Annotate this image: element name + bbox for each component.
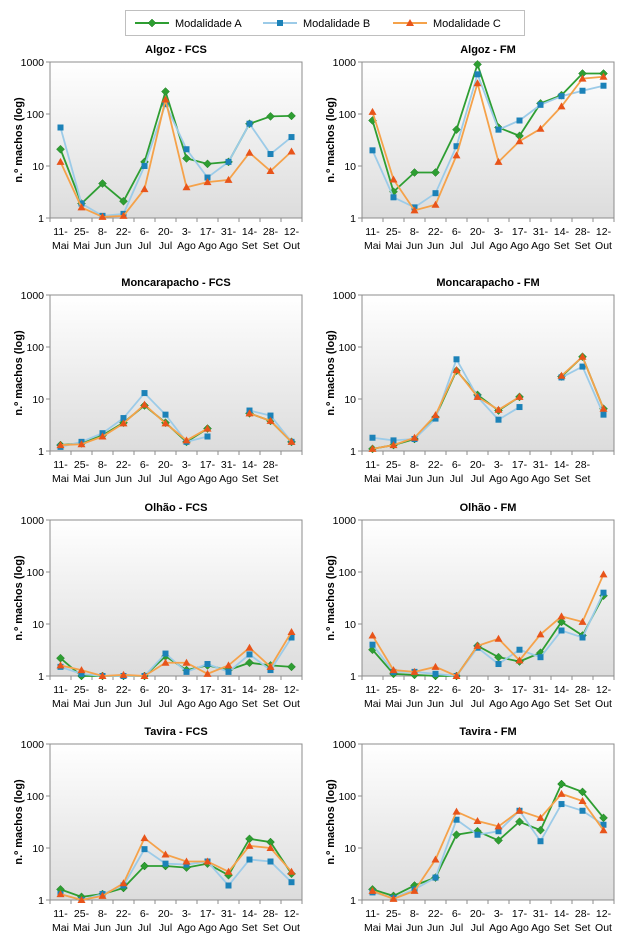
data-point: [559, 627, 565, 633]
chart-title: Moncarapacho - FM: [436, 277, 540, 289]
x-tick-label: 31-Ago: [219, 459, 238, 485]
chart-algoz-fm: [312, 40, 624, 255]
plot-area: [362, 62, 614, 218]
chart-title: Olhão - FM: [459, 502, 517, 514]
x-tick-label: 22-Jun: [115, 908, 132, 934]
chart-title: Olhão - FCS: [144, 502, 208, 514]
data-point: [391, 194, 397, 200]
x-tick-label: 17-Ago: [510, 459, 529, 485]
y-tick-label: 1000: [20, 515, 44, 527]
x-tick-label: 11-Mai: [364, 684, 381, 710]
x-tick-label: 6-Jul: [137, 908, 152, 934]
data-point: [370, 435, 376, 441]
x-tick-label: 14-Set: [241, 908, 258, 934]
chart-moncarapacho-fcs: [0, 273, 312, 488]
data-point: [226, 159, 232, 165]
x-tick-label: 3-Ago: [489, 684, 508, 710]
x-tick-label: 14-Set: [241, 684, 258, 710]
x-tick-label: 17-Ago: [198, 226, 217, 252]
x-tick-label: 25-Mai: [385, 908, 402, 934]
x-tick-label: 31-Ago: [531, 459, 550, 485]
x-tick-label: 12-Out: [595, 684, 612, 710]
x-tick-label: 31-Ago: [219, 908, 238, 934]
y-tick-label: 1000: [20, 739, 44, 751]
x-tick-label: 22-Jun: [427, 226, 444, 252]
x-tick-label: 25-Mai: [385, 684, 402, 710]
x-tick-label: 8-Jun: [406, 908, 423, 934]
data-point: [142, 846, 148, 852]
data-point: [142, 390, 148, 396]
x-tick-label: 11-Mai: [52, 459, 69, 485]
data-point: [475, 71, 481, 77]
x-tick-label: 28-Set: [262, 226, 279, 252]
x-tick-label: 25-Mai: [73, 684, 90, 710]
legend-label: Modalidade C: [433, 18, 501, 30]
y-axis-label: n.º machos (log): [13, 779, 25, 865]
y-tick-label: 1: [350, 213, 356, 225]
x-tick-label: 20-Jul: [157, 684, 174, 710]
x-tick-label: 14-Set: [553, 459, 570, 485]
x-tick-label: 22-Jun: [115, 684, 132, 710]
data-point: [433, 875, 439, 881]
x-tick-label: 11-Mai: [364, 459, 381, 485]
x-tick-label: 3-Ago: [177, 908, 196, 934]
plot-area: [50, 744, 302, 900]
chart-title: Algoz - FCS: [145, 44, 207, 56]
data-point: [289, 879, 295, 885]
x-tick-label: 22-Jun: [427, 684, 444, 710]
x-tick-label: 28-Set: [574, 684, 591, 710]
y-tick-label: 1000: [20, 290, 44, 302]
data-point: [184, 669, 190, 675]
data-point: [163, 861, 169, 867]
x-tick-label: 31-Ago: [531, 226, 550, 252]
x-tick-label: 17-Ago: [510, 684, 529, 710]
x-tick-label: 17-Ago: [198, 459, 217, 485]
y-tick-label: 1: [38, 446, 44, 458]
x-tick-label: 28-Set: [574, 226, 591, 252]
x-tick-label: 8-Jun: [94, 226, 111, 252]
data-point: [601, 412, 607, 418]
x-tick-label: 12-Out: [595, 908, 612, 934]
y-tick-label: 1: [38, 213, 44, 225]
x-tick-label: 8-Jun: [406, 226, 423, 252]
x-tick-label: 31-Ago: [219, 226, 238, 252]
data-point: [496, 661, 502, 667]
y-tick-label: 1000: [332, 57, 356, 69]
x-tick-label: 12-Out: [283, 908, 300, 934]
x-tick-label: 28-Set: [262, 908, 279, 934]
x-tick-label: 20-Jul: [469, 226, 486, 252]
legend-label: Modalidade A: [175, 18, 242, 30]
data-point: [538, 102, 544, 108]
data-point: [538, 654, 544, 660]
data-point: [580, 808, 586, 814]
data-point: [433, 190, 439, 196]
data-point: [580, 635, 586, 641]
data-point: [247, 651, 253, 657]
y-tick-label: 100: [338, 109, 356, 121]
x-tick-label: 8-Jun: [94, 459, 111, 485]
x-tick-label: 14-Set: [241, 226, 258, 252]
chart-olhao-fm: [312, 498, 624, 713]
chart-title: Algoz - FM: [460, 44, 516, 56]
x-tick-label: 22-Jun: [427, 459, 444, 485]
x-tick-label: 20-Jul: [469, 684, 486, 710]
y-tick-label: 1000: [332, 290, 356, 302]
data-point: [247, 121, 253, 127]
x-tick-label: 3-Ago: [489, 459, 508, 485]
data-point: [184, 146, 190, 152]
x-tick-label: 6-Jul: [449, 684, 464, 710]
y-tick-label: 1: [350, 671, 356, 683]
y-axis-label: n.º machos (log): [13, 97, 25, 183]
x-tick-label: 14-Set: [553, 226, 570, 252]
chart-title: Tavira - FM: [459, 726, 517, 738]
y-tick-label: 100: [26, 791, 44, 803]
data-point: [58, 125, 64, 131]
x-tick-label: 8-Jun: [94, 684, 111, 710]
y-tick-label: 10: [32, 619, 44, 631]
x-tick-label: 11-Mai: [52, 226, 69, 252]
x-tick-label: 17-Ago: [510, 908, 529, 934]
data-point: [475, 832, 481, 838]
chart-title: Moncarapacho - FCS: [121, 277, 231, 289]
x-tick-label: 6-Jul: [137, 459, 152, 485]
y-tick-label: 10: [32, 394, 44, 406]
x-tick-label: 14-Set: [553, 684, 570, 710]
x-tick-label: 14-Set: [553, 908, 570, 934]
x-tick-label: 11-Mai: [52, 684, 69, 710]
x-tick-label: 6-Jul: [449, 459, 464, 485]
x-tick-label: 22-Jun: [427, 908, 444, 934]
x-tick-label: 28-Set: [574, 459, 591, 485]
x-tick-label: 31-Ago: [531, 684, 550, 710]
x-tick-label: 28-Set: [574, 908, 591, 934]
data-point: [370, 147, 376, 153]
x-tick-label: 25-Mai: [73, 908, 90, 934]
data-point: [454, 356, 460, 362]
data-point: [226, 883, 232, 889]
y-tick-label: 10: [344, 619, 356, 631]
x-tick-label: 6-Jul: [137, 226, 152, 252]
legend-marker: [277, 20, 283, 26]
data-point: [205, 661, 211, 667]
x-tick-label: 25-Mai: [73, 459, 90, 485]
y-tick-label: 1: [38, 671, 44, 683]
data-point: [517, 647, 523, 653]
y-tick-label: 100: [26, 342, 44, 354]
data-point: [601, 590, 607, 596]
data-point: [580, 364, 586, 370]
y-tick-label: 10: [344, 394, 356, 406]
data-point: [142, 163, 148, 169]
data-point: [559, 93, 565, 99]
chart-algoz-fcs: [0, 40, 312, 255]
y-tick-label: 100: [338, 567, 356, 579]
y-tick-label: 1: [350, 895, 356, 907]
legend-label: Modalidade B: [303, 18, 371, 30]
x-tick-label: 31-Ago: [219, 684, 238, 710]
data-point: [163, 651, 169, 657]
x-tick-label: 17-Ago: [510, 226, 529, 252]
x-tick-label: 20-Jul: [157, 908, 174, 934]
x-tick-label: 3-Ago: [177, 684, 196, 710]
data-point: [205, 434, 211, 440]
x-tick-label: 28-Set: [262, 459, 279, 485]
x-tick-label: 8-Jun: [406, 459, 423, 485]
x-tick-label: 20-Jul: [469, 459, 486, 485]
data-point: [268, 151, 274, 157]
y-tick-label: 1: [38, 895, 44, 907]
x-tick-label: 20-Jul: [157, 459, 174, 485]
x-tick-label: 6-Jul: [449, 226, 464, 252]
x-tick-label: 25-Mai: [385, 226, 402, 252]
data-point: [559, 801, 565, 807]
data-point: [433, 671, 439, 677]
y-tick-label: 100: [26, 109, 44, 121]
data-point: [601, 83, 607, 89]
data-point: [226, 669, 232, 675]
x-tick-label: 12-Out: [283, 226, 300, 252]
data-point: [496, 417, 502, 423]
x-tick-label: 6-Jul: [137, 684, 152, 710]
x-tick-label: 3-Ago: [177, 226, 196, 252]
x-tick-label: 28-Set: [262, 684, 279, 710]
chart-olhao-fcs: [0, 498, 312, 713]
data-point: [517, 404, 523, 410]
data-point: [517, 117, 523, 123]
data-point: [496, 127, 502, 133]
x-tick-label: 6-Jul: [449, 908, 464, 934]
y-tick-label: 100: [26, 567, 44, 579]
x-tick-label: 11-Mai: [364, 908, 381, 934]
data-point: [538, 838, 544, 844]
chart-tavira-fm: [312, 722, 624, 937]
y-tick-label: 10: [32, 843, 44, 855]
x-tick-label: 17-Ago: [198, 908, 217, 934]
data-point: [268, 859, 274, 865]
y-tick-label: 1: [350, 446, 356, 458]
x-tick-label: 20-Jul: [157, 226, 174, 252]
x-tick-label: 22-Jun: [115, 226, 132, 252]
y-tick-label: 10: [344, 843, 356, 855]
x-tick-label: 8-Jun: [94, 908, 111, 934]
y-tick-label: 1000: [20, 57, 44, 69]
data-point: [580, 88, 586, 94]
plot-area: [362, 744, 614, 900]
data-point: [370, 642, 376, 648]
plot-area: [362, 295, 614, 451]
y-tick-label: 1000: [332, 515, 356, 527]
x-tick-label: 11-Mai: [52, 908, 69, 934]
x-tick-label: 25-Mai: [385, 459, 402, 485]
y-tick-label: 1000: [332, 739, 356, 751]
chart-moncarapacho-fm: [312, 273, 624, 488]
y-axis-label: n.º machos (log): [325, 330, 337, 416]
x-tick-label: 3-Ago: [489, 226, 508, 252]
x-tick-label: 20-Jul: [469, 908, 486, 934]
data-point: [163, 412, 169, 418]
chart-title: Tavira - FCS: [144, 726, 208, 738]
y-axis-label: n.º machos (log): [13, 330, 25, 416]
y-tick-label: 10: [344, 161, 356, 173]
y-axis-label: n.º machos (log): [325, 97, 337, 183]
x-tick-label: 8-Jun: [406, 684, 423, 710]
y-axis-label: n.º machos (log): [325, 779, 337, 865]
y-axis-label: n.º machos (log): [325, 555, 337, 641]
x-tick-label: 12-Out: [283, 684, 300, 710]
x-tick-label: 12-Out: [595, 226, 612, 252]
x-tick-label: 17-Ago: [198, 684, 217, 710]
x-tick-label: 22-Jun: [115, 459, 132, 485]
x-tick-label: 14-Set: [241, 459, 258, 485]
plot-area: [50, 520, 302, 676]
x-tick-label: 11-Mai: [364, 226, 381, 252]
chart-tavira-fcs: [0, 722, 312, 937]
y-tick-label: 100: [338, 342, 356, 354]
x-tick-label: 25-Mai: [73, 226, 90, 252]
y-axis-label: n.º machos (log): [13, 555, 25, 641]
plot-area: [362, 520, 614, 676]
legend: [125, 10, 525, 36]
x-tick-label: 3-Ago: [489, 908, 508, 934]
y-tick-label: 100: [338, 791, 356, 803]
x-tick-label: 3-Ago: [177, 459, 196, 485]
data-point: [247, 857, 253, 863]
y-tick-label: 10: [32, 161, 44, 173]
x-tick-label: 31-Ago: [531, 908, 550, 934]
data-point: [289, 134, 295, 140]
